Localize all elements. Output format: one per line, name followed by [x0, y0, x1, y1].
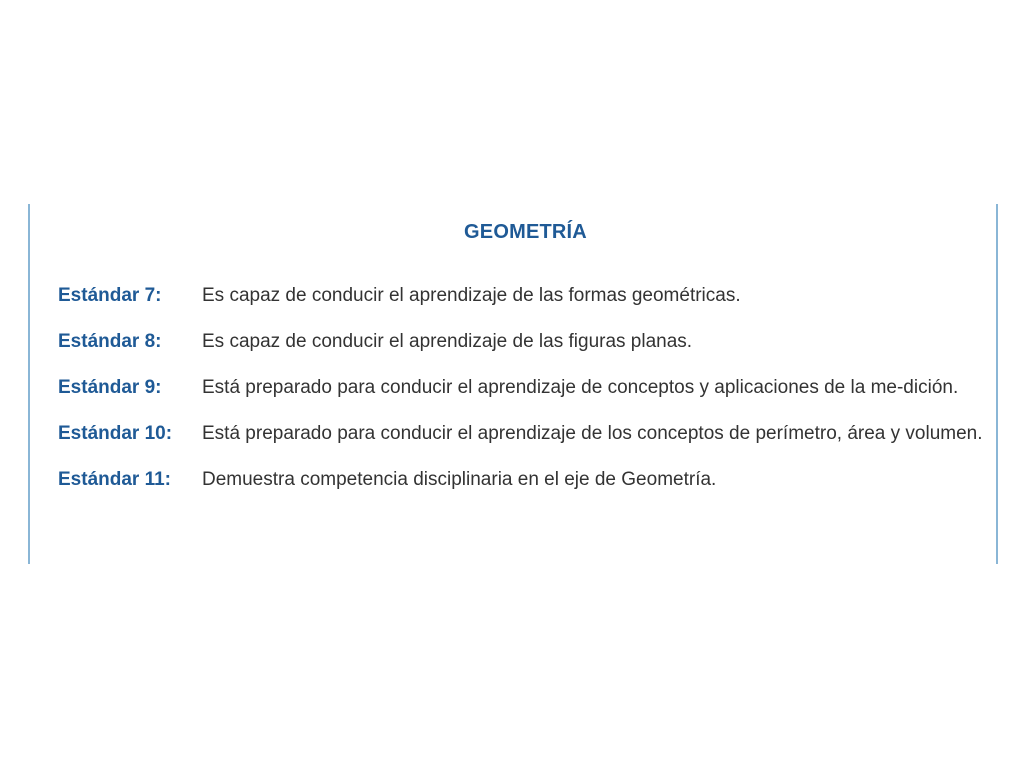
standard-label: Estándar 9: — [58, 377, 162, 398]
standard-description: Es capaz de conducir el aprendizaje de las figuras planas. — [202, 331, 693, 352]
standard-label: Estándar 7: — [58, 285, 162, 306]
geometry-standards-panel — [28, 204, 998, 564]
standard-label: Estándar 10: — [58, 423, 173, 444]
standard-description: Es capaz de conducir el aprendizaje de las formas geométricas. — [202, 285, 741, 306]
standard-label: Estándar 8: — [58, 331, 162, 352]
standard-description: Demuestra competencia disciplinaria en el eje de Geometría. — [202, 469, 717, 490]
standards-list — [58, 282, 983, 512]
standard-row — [58, 374, 983, 401]
section-title: GEOMETRÍA — [464, 221, 587, 243]
standard-description: Está preparado para conducir el aprendizaje de conceptos y aplicaciones de la me-dición. — [202, 377, 959, 398]
standard-row — [58, 420, 983, 447]
standard-row — [58, 282, 983, 309]
standard-row — [58, 466, 983, 493]
standard-description: Está preparado para conducir el aprendizaje de los conceptos de perímetro, área y volumen. — [202, 423, 983, 444]
standard-row — [58, 328, 983, 355]
standard-label: Estándar 11: — [58, 469, 171, 490]
